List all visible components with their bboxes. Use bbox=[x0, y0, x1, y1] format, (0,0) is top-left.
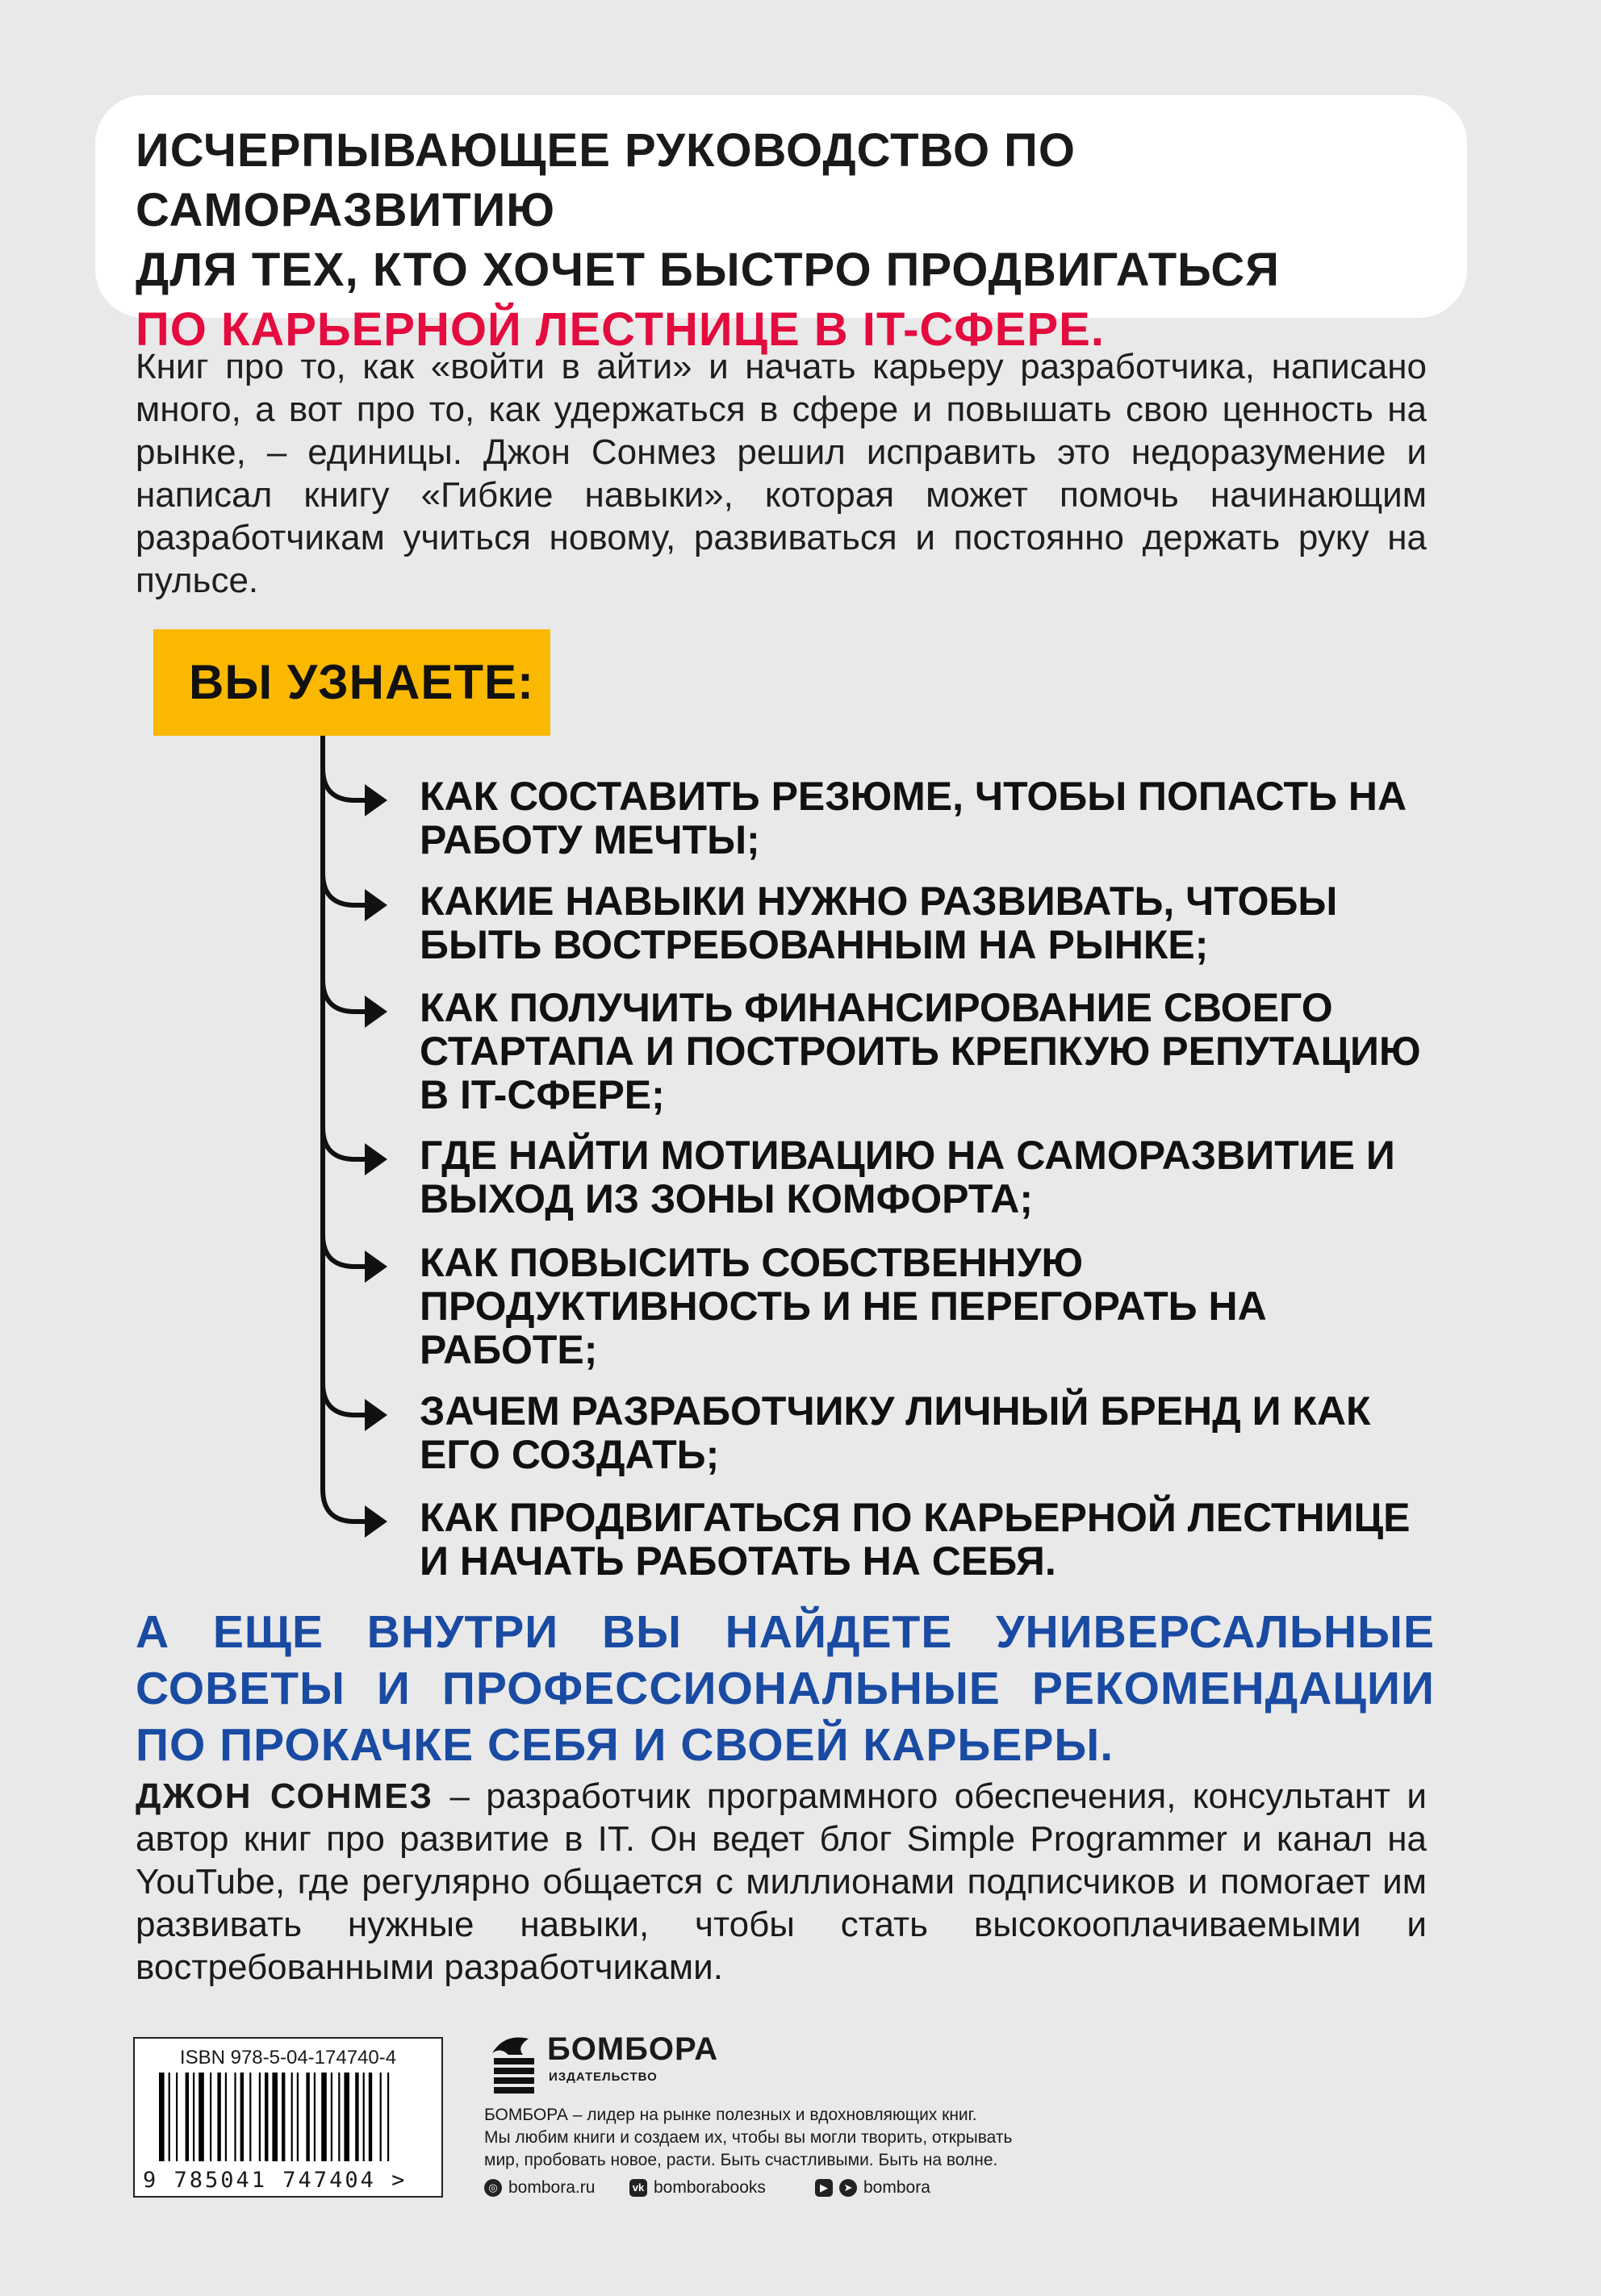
vk-icon: vk bbox=[629, 2179, 647, 2197]
barcode-bar bbox=[297, 2073, 299, 2161]
tree-connector bbox=[323, 979, 371, 1159]
barcode-bar bbox=[314, 2073, 316, 2161]
learn-item: ГДЕ НАЙТИ МОТИВАЦИЮ НА САМОРАЗВИТИЕ И ВЫХОД ИЗ ЗОНЫ КОМФОРТА; bbox=[420, 1133, 1395, 1221]
publisher-sub: ИЗДАТЕЛЬСТВО bbox=[549, 2070, 658, 2084]
barcode-bar bbox=[380, 2073, 382, 2161]
tree-connector bbox=[323, 873, 371, 1012]
barcode-bar bbox=[306, 2073, 309, 2161]
website-link-text: bombora.ru bbox=[508, 2178, 596, 2197]
tree-arrow bbox=[365, 1250, 387, 1283]
isbn-barcode bbox=[133, 2037, 443, 2198]
publisher-lead: БОМБОРА bbox=[484, 2106, 568, 2124]
barcode-bar bbox=[363, 2073, 365, 2161]
publisher-desc-2: Мы любим книги и создаем их, чтобы вы могли творить, открывать bbox=[484, 2128, 1013, 2147]
barcode-bar bbox=[234, 2073, 236, 2161]
author-bio-text: – разработчик программного обеспечения, консультант и автор книг про развитие в IT. Он ведет блог Simple Programmer и канал на YouTube, где регулярно общается с миллионами подписчиков и помогает им развивать нужные навыки, чтобы стать высокооплачиваемыми и востребованными разработчиками. bbox=[136, 1776, 1427, 1987]
barcode-bar bbox=[331, 2073, 332, 2161]
barcode-bar bbox=[291, 2073, 293, 2161]
barcode-bar bbox=[265, 2073, 268, 2161]
telegram-icon: ➤ bbox=[839, 2179, 857, 2197]
learn-label bbox=[153, 629, 550, 736]
tree-connector bbox=[323, 1234, 371, 1415]
learn-item: КАКИЕ НАВЫКИ НУЖНО РАЗВИВАТЬ, ЧТОБЫ БЫТЬ ВОСТРЕБОВАННЫМ НА РЫНКЕ; bbox=[420, 879, 1338, 967]
isbn-digits: 9 785041 747404 > bbox=[143, 2168, 408, 2193]
youtube-icon: ▶ bbox=[815, 2179, 833, 2197]
barcode-bar bbox=[338, 2073, 340, 2161]
tree-arrow bbox=[365, 889, 387, 921]
header-text bbox=[136, 121, 1459, 360]
learn-item: КАК ПОВЫСИТЬ СОБСТВЕННУЮ ПРОДУКТИВНОСТЬ И НЕ ПЕРЕГОРАТЬ НА РАБОТЕ; bbox=[420, 1240, 1267, 1372]
tree-connector bbox=[323, 1127, 371, 1267]
tree-arrow bbox=[365, 1399, 387, 1431]
barcode-bar bbox=[193, 2073, 194, 2161]
barcode-bar bbox=[210, 2073, 211, 2161]
barcode-bar bbox=[249, 2073, 251, 2161]
vk-link[interactable] bbox=[629, 2178, 766, 2198]
barcode-bar bbox=[159, 2073, 165, 2161]
barcode-bar bbox=[282, 2073, 285, 2161]
bonus-text: А ЕЩЕ ВНУТРИ ВЫ НАЙДЕТЕ УНИВЕРСАЛЬНЫЕ СОВЕТЫ И ПРОФЕССИОНАЛЬНЫЕ РЕКОМЕНДАЦИИ ПО ПРОКАЧКЕ СЕБЯ И СВОЕЙ КАРЬЕРЫ. bbox=[136, 1606, 1435, 1771]
learn-item: КАК СОСТАВИТЬ РЕЗЮМЕ, ЧТОБЫ ПОПАСТЬ НА РАБОТУ МЕЧТЫ; bbox=[420, 774, 1407, 862]
website-link[interactable] bbox=[484, 2178, 595, 2198]
tree-connector bbox=[323, 736, 371, 800]
learn-item: КАК ПОЛУЧИТЬ ФИНАНСИРОВАНИЕ СВОЕГО СТАРТАПА И ПОСТРОИТЬ КРЕПКУЮ РЕПУТАЦИЮ В IT-СФЕРЕ; bbox=[420, 985, 1421, 1117]
tree-connector bbox=[323, 768, 371, 905]
barcode-bar bbox=[240, 2073, 244, 2161]
barcode-bar bbox=[176, 2073, 178, 2161]
header-line-2: ДЛЯ ТЕХ, КТО ХОЧЕТ БЫСТРО ПРОДВИГАТЬСЯ bbox=[136, 244, 1280, 296]
globe-icon: ◎ bbox=[484, 2179, 502, 2197]
barcode-bar bbox=[225, 2073, 227, 2161]
header-line-3: ПО КАРЬЕРНОЙ ЛЕСТНИЦЕ В IT-СФЕРЕ. bbox=[136, 303, 1105, 356]
barcode-bar bbox=[217, 2073, 220, 2161]
vk-link-text: bomborabooks bbox=[654, 2178, 766, 2197]
header-line-1: ИСЧЕРПЫВАЮЩЕЕ РУКОВОДСТВО ПО САМОРАЗВИТИЮ bbox=[136, 124, 1076, 236]
barcode-bar bbox=[199, 2073, 204, 2161]
barcode-bar bbox=[169, 2073, 170, 2161]
author-name: ДЖОН СОНМЕЗ bbox=[136, 1776, 434, 1816]
tree-arrow bbox=[365, 996, 387, 1028]
learn-item: КАК ПРОДВИГАТЬСЯ ПО КАРЬЕРНОЙ ЛЕСТНИЦЕ И НАЧАТЬ РАБОТАТЬ НА СЕБЯ. bbox=[420, 1495, 1411, 1584]
intro-paragraph: Книг про то, как «войти в айти» и начать карьеру разработчика, написано много, а вот про то, как удержаться в сфере и повышать свою ценность на рынке, – единицы. Джон Сонмез решил исправить это недоразумение и написал книгу «Гибкие навыки», которая может помочь начинающим разработчикам учиться новому, развиваться и постоянно держать руку на пульсе. bbox=[136, 347, 1427, 600]
barcode-bar bbox=[387, 2073, 389, 2161]
social-link[interactable] bbox=[815, 2178, 930, 2198]
barcode-bar bbox=[369, 2073, 372, 2161]
barcode-bar bbox=[355, 2073, 358, 2161]
tree-arrow bbox=[365, 1505, 387, 1538]
barcode-bar bbox=[344, 2073, 349, 2161]
tree-arrow bbox=[365, 1143, 387, 1175]
tree-arrow bbox=[365, 784, 387, 816]
barcode-bar bbox=[186, 2073, 189, 2161]
author-bio bbox=[136, 1775, 1427, 1989]
learn-label-text: ВЫ УЗНАЕТЕ: bbox=[189, 655, 534, 709]
publisher-desc-3: мир, пробовать новое, расти. Быть счастливыми. Быть на волне. bbox=[484, 2151, 998, 2169]
social-link-text: bombora bbox=[863, 2178, 930, 2197]
publisher-links bbox=[484, 2178, 1130, 2204]
publisher-name: БОМБОРА bbox=[547, 2031, 719, 2067]
learn-item: ЗАЧЕМ РАЗРАБОТЧИКУ ЛИЧНЫЙ БРЕНД И КАК ЕГО СОЗДАТЬ; bbox=[420, 1388, 1371, 1477]
publisher-description bbox=[484, 2104, 1097, 2172]
publisher-desc-1: – лидер на рынке полезных и вдохновляющих книг. bbox=[567, 2106, 977, 2124]
barcode-bar bbox=[321, 2073, 327, 2161]
barcode-bar bbox=[259, 2073, 261, 2161]
isbn-label: ISBN 978-5-04-174740-4 bbox=[179, 2047, 397, 2068]
tree-connector bbox=[323, 1383, 371, 1522]
barcode-bar bbox=[272, 2073, 278, 2161]
